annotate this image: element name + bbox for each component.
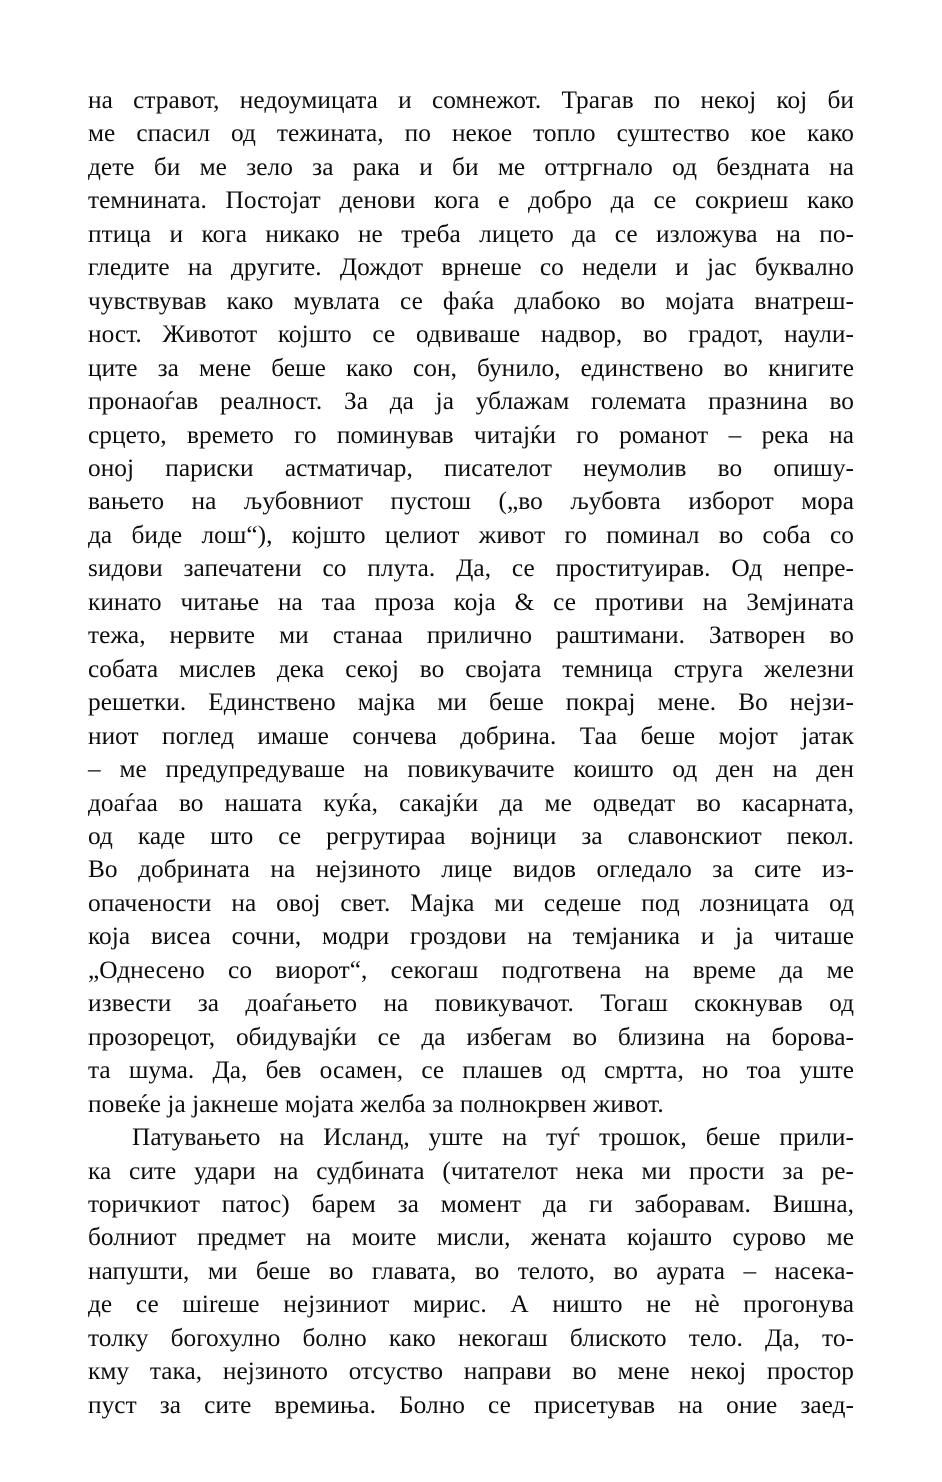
text-line: де се шireше нејзиниот мирис. А ништо не нѐ прогонува <box>88 1290 854 1319</box>
text-line: извести за доаѓањето на повикувачот. Тогаш скокнував од <box>88 989 854 1018</box>
text-line: дете би ме зело за рака и би ме оттргнало од бездната на <box>88 152 854 181</box>
paragraph <box>88 84 854 1121</box>
text-line: торичкиот патос) барем за момент да ги заборавам. Вишна, <box>88 1189 854 1218</box>
text-line: да биде лош“), којшто целиот живот го поминал во соба со <box>88 520 854 549</box>
text-line: ност. Животот којшто се одвиваше надвор, во градот, наули- <box>88 320 854 349</box>
text-line: пуст за сите времиња. Болно се присетував на оние заед- <box>88 1390 854 1419</box>
text-line: решетки. Единствено мајка ми беше покрај мене. Во нејзи- <box>88 688 854 717</box>
text-line: птица и кога никако не треба лицето да се изложува на по- <box>88 219 854 248</box>
text-line: кму така, нејзиното отсуство направи во мене некој простор <box>88 1357 854 1386</box>
text-line: ците за мене беше како сон, бунило, единствено во книгите <box>88 353 854 382</box>
text-line: – ме предупредуваше на повикувачите коишто од ден на ден <box>88 755 854 784</box>
text-line: „Однесено со виорот“, секогаш подготвена на време да ме <box>88 955 854 984</box>
text-line: вањето на љубовниот пустош („во љубовта изборот мора <box>88 487 854 516</box>
text-line: чувствував како мувлата се фаќа длабоко во мојата внатреш- <box>88 286 854 315</box>
text-line: собата мислев дека секој во својата темница струга железни <box>88 654 854 683</box>
text-line: ка сите удари на судбината (читателот нека ми прости за ре- <box>88 1156 854 1185</box>
text-line: Патувањето на Исланд, уште на туѓ трошок, беше прили- <box>132 1123 854 1152</box>
text-line: оној париски астматичар, писателот неумолив во опишу- <box>88 453 854 482</box>
paragraph <box>88 1121 854 1422</box>
text-line: повеќе ја јакнеше мојата желба за полнокрвен живот. <box>88 1089 664 1118</box>
text-line: Во добрината на нејзиното лице видов огледало за сите из- <box>88 855 854 884</box>
text-line: на стравот, недоумицата и сомнежот. Трагав по некој кој би <box>88 86 854 114</box>
text-line: од каде што се регрутираа војници за славонскиот пекол. <box>88 821 854 850</box>
text-line: срцето, времето го поминував читајќи го романот – река на <box>88 420 854 449</box>
text-line: ниот поглед имаше сончева добрина. Таа беше мојот јатак <box>88 721 854 750</box>
text-line: напушти, ми беше во главата, во телото, во аурата – насека- <box>88 1256 854 1285</box>
text-line: гледите на другите. Дождот врнеше со недели и јас буквално <box>88 253 854 282</box>
text-line: пронаоѓав реалност. За да ја ублажам големата празнина во <box>88 387 854 416</box>
text-line: толку богохулно болно како некогаш блиското тело. Да, то- <box>88 1323 854 1352</box>
page-text-block <box>88 84 854 1422</box>
text-line: болниот предмет на моите мисли, жената којашто сурово ме <box>88 1223 854 1252</box>
text-line: доаѓаа во нашата куќа, сакајќи да ме одведат во касарната, <box>88 788 854 817</box>
text-line: опачености на овој свет. Мајка ми седеше под лозницата од <box>88 888 854 917</box>
text-line: прозорецот, обидувајќи се да избегам во близина на борова- <box>88 1022 854 1051</box>
text-line: ме спасил од тежината, по некое топло суштество кое како <box>88 119 854 148</box>
text-line: кинато читање на таа проза која & се противи на Земјината <box>88 587 854 616</box>
text-line: тежа, нервите ми станаа прилично раштимани. Затворен во <box>88 621 854 650</box>
text-line: та шума. Да, бев осамен, се плашев од смртта, но тоа уште <box>88 1056 854 1085</box>
text-line: која висеа сочни, модри гроздови на темјаника и ја читаше <box>88 922 854 951</box>
text-line: ѕидови запечатени со плута. Да, се проституирав. Од непре- <box>88 554 854 583</box>
text-line: темнината. Постојат денови кога е добро да се сокриеш како <box>88 186 854 215</box>
